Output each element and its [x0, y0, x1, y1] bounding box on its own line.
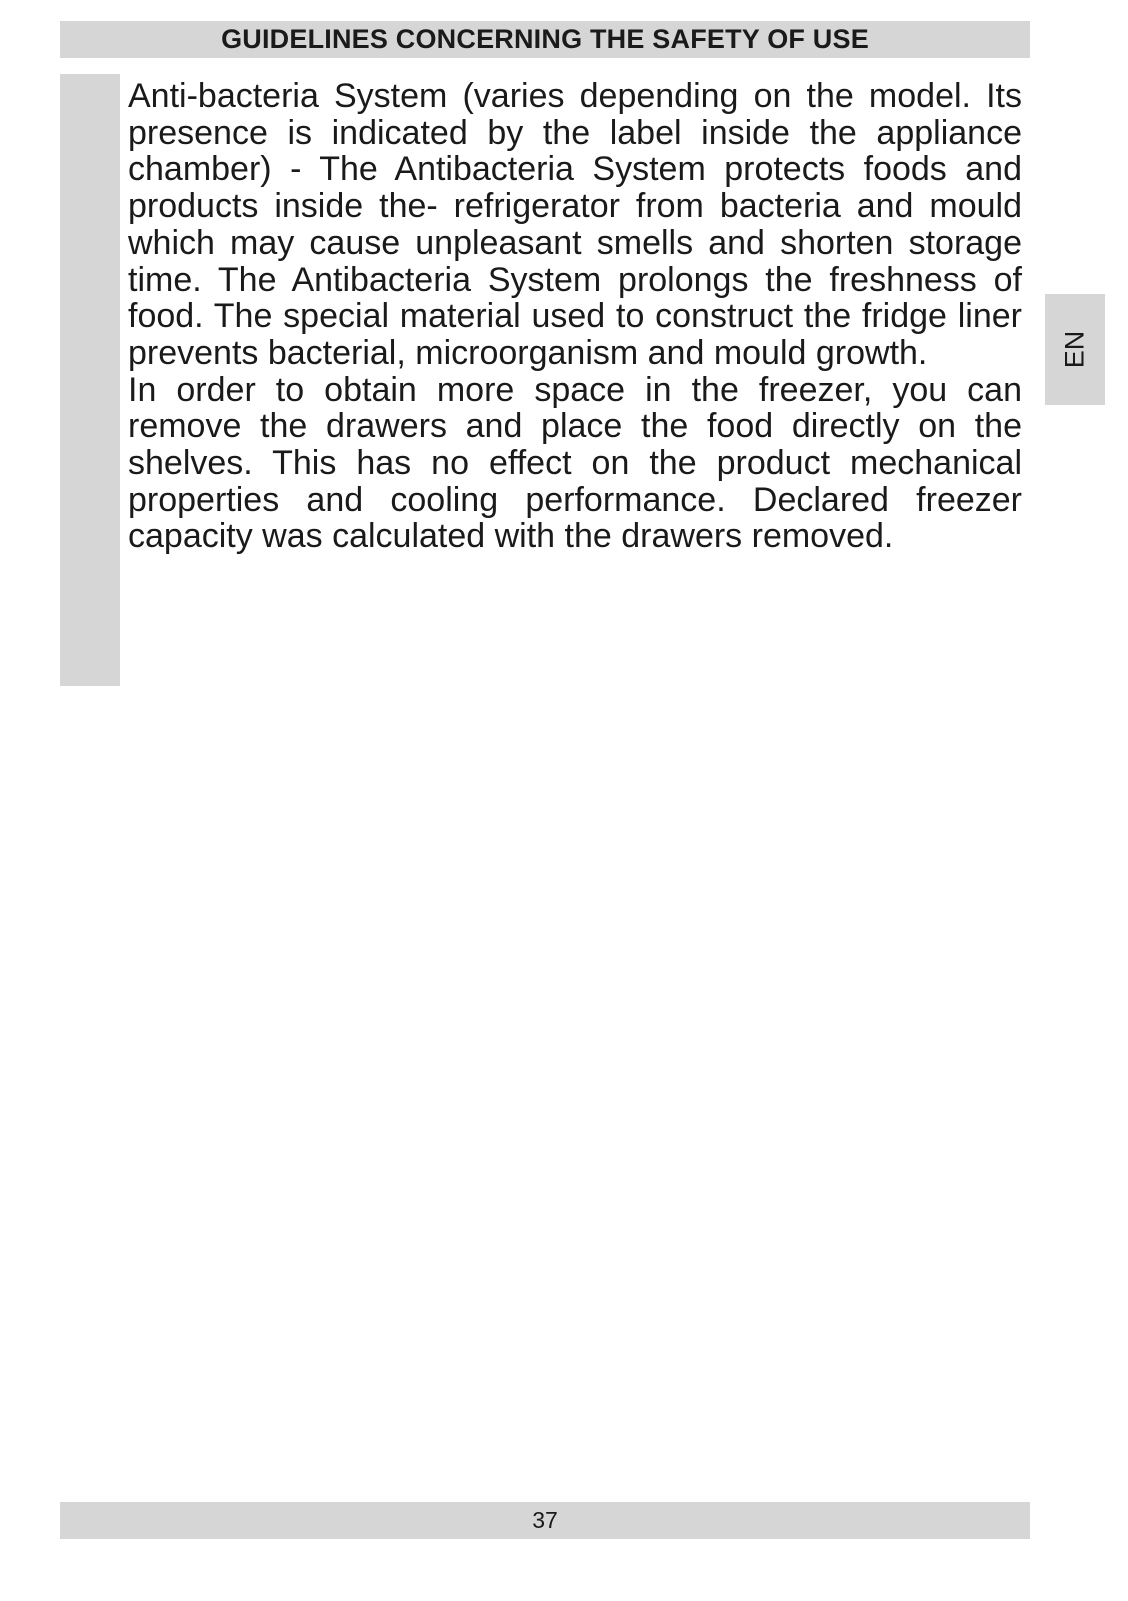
language-label: EN [1059, 330, 1090, 369]
paragraph-antibacteria: Anti-bacteria System (varies depending on the model. Its presence is indicated by the label inside the appliance chamber) - The Antibacteria System protects foods and products inside the- refrigerator from bacteria and mould which may cause unpleasant smells and shorten storage time. The Antibacteria System prolongs the freshness of food. The special material used to construct the fridge liner prevents bacterial, microorganism and mould growth. [128, 77, 1022, 372]
page-title: GUIDELINES CONCERNING THE SAFETY OF USE [221, 24, 869, 54]
body-text [128, 78, 1022, 555]
page-number: 37 [532, 1507, 558, 1533]
language-tab [1045, 294, 1105, 405]
side-accent-bar [60, 74, 120, 686]
header-bar [60, 21, 1030, 58]
footer-bar [60, 1502, 1030, 1539]
paragraph-freezer-space: In order to obtain more space in the freezer, you can remove the drawers and place the food directly on the shelves. This has no effect on the product mechanical properties and cooling performance. Declared freezer capacity was calculated with the drawers removed. [128, 370, 1022, 556]
